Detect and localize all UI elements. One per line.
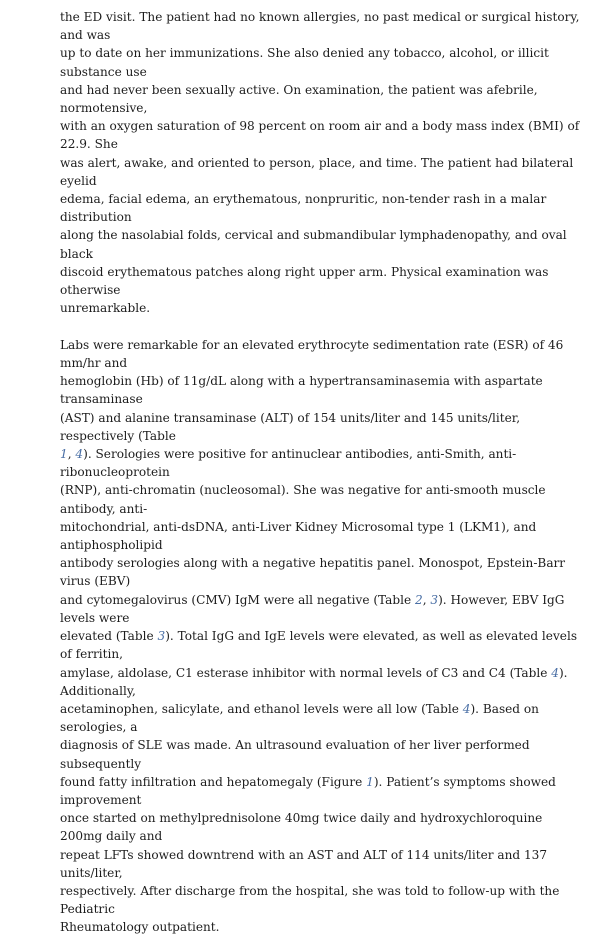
- text-run: Labs were remarkable for an elevated erythrocyte sedimentation rate (ESR) of 46 mm/hr and hemoglobin (Hb) of 11g/dL along with a hypertransaminasemia with aspartate transaminase (AST) and alanine transaminase (ALT) of 154 units/liter and 145 units/liter, respectively (Table: [60, 337, 564, 443]
- reference-link[interactable]: 4: [462, 701, 471, 716]
- text-run: ). Total IgG and IgE levels were elevated, as well as elevated levels of ferritin, amylase, aldolase, C1 esterase inhibitor with normal levels of C3 and C4 (Table: [60, 629, 578, 680]
- text-run: ). However, EBV IgG levels were elevated (Table: [60, 592, 565, 644]
- text-run: ). Serologies were positive for antinuclear antibodies, anti-Smith, anti-ribonucleoprotein (RNP), anti-chromatin (nucleosomal). She was negative for anti-smooth muscle antibody, anti- mitochondrial, anti-dsDNA, anti-Liver Kidney Microsomal type 1 (LKM1), and antiphospholipid antibody serologies along with a negative hepatitis panel. Monospot, Epstein-Barr virus (EBV) and cytomegalovirus (CMV) IgM were all negative (Table: [60, 447, 566, 607]
- paragraph-laboratory-findings: [60, 336, 584, 937]
- text-run: ). Based on serologies, a diagnosis of SLE was made. An ultrasound evaluation of her liver performed subsequently found fatty infiltration and hepatomegaly (Figure: [60, 701, 539, 789]
- reference-link[interactable]: 4: [75, 447, 84, 462]
- reference-link[interactable]: 2: [414, 592, 423, 607]
- reference-link[interactable]: 3: [157, 629, 166, 644]
- reference-link[interactable]: 3: [430, 592, 439, 607]
- article-body: [60, 8, 584, 937]
- paragraph-clinical-presentation: the ED visit. The patient had no known allergies, no past medical or surgical history, and was up to date on her immunizations. She also denied any tobacco, alcohol, or illicit substance use and had never been sexually active. On examination, the patient was afebrile, normotensive, with an oxygen saturation of 98 percent on room air and a body mass index (BMI) of 22.9. She was alert, awake, and oriented to person, place, and time. The patient had bilateral eyelid edema, facial edema, an erythematous, nonpruritic, non-tender rash in a malar distribution along the nasolabial folds, cervical and submandibular lymphadenopathy, and oval black discoid erythematous patches along right upper arm. Physical examination was otherwise unremarkable.: [60, 10, 580, 316]
- text-run: ). Patient’s symptoms showed improvement once started on methylprednisolone 40mg twice daily and hydroxychloroquine 200mg daily and repeat LFTs showed downtrend with an AST and ALT of 114 units/liter and 137 units/liter, respectively. After discharge from the hospital, she was told to follow-up with the Pediatric Rheumatology outpatient.: [60, 774, 560, 935]
- text-run: ). Additionally, acetaminophen, salicylate, and ethanol levels were all low (Table: [60, 665, 568, 716]
- reference-link[interactable]: 1: [366, 774, 374, 789]
- text-run: ,: [67, 447, 76, 462]
- reference-link[interactable]: 4: [551, 665, 559, 680]
- reference-link[interactable]: 1: [60, 447, 68, 462]
- text-run: ,: [422, 592, 431, 607]
